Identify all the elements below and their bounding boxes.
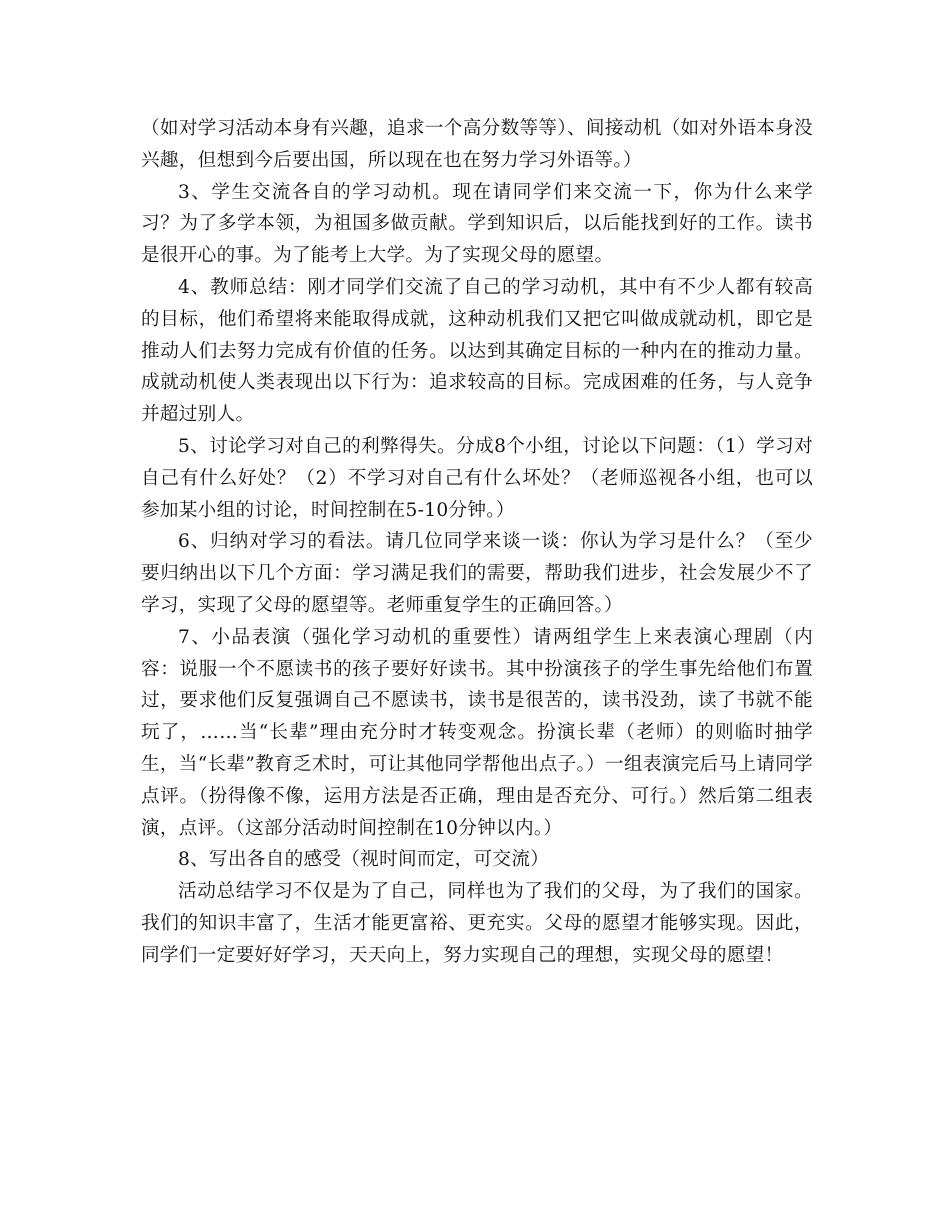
paragraph-step-6: 6、归纳对学习的看法。请几位同学来谈一谈：你认为学习是什么？（至少要归纳出以下几个方面：学习满足我们的需要，帮助我们进步，社会发展少不了学习，实现了父母的愿望等。老师重复学生的正确回答。） [141,531,813,616]
paragraph-step-5: 5、讨论学习对自己的利弊得失。分成8个小组，讨论以下问题：（1）学习对自己有什么好处？（2）不学习对自己有什么坏处？（老师巡视各小组，也可以参加某小组的讨论，时间控制在5-10分钟。） [141,435,813,521]
paragraph-step-7: 7、小品表演（强化学习动机的重要性）请两组学生上来表演心理剧（内容：说服一个不愿读书的孩子要好好读书。其中扮演孩子的学生事先给他们布置过，要求他们反复强调自己不愿读书，读书是很苦的，读书没劲，读了书就不能玩了，……当“长辈”理由充分时才转变观念。扮演长辈（老师）的则临时抽学生，当“长辈”教育乏术时，可让其他同学帮他出点子。）一组表演完后马上请同学点评。（扮得像不像，运用方法是否正确，理由是否充分、可行。）然后第二组表演，点评。（这部分活动时间控制在10分钟以内。） [141,626,813,839]
paragraph-step-3: 3、学生交流各自的学习动机。现在请同学们来交流一下，你为什么来学习？为了多学本领，为祖国多做贡献。学到知识后，以后能找到好的工作。读书是很开心的事。为了能考上大学。为了实现父母的愿望。 [141,181,813,267]
document-body [141,113,813,972]
paragraph-step-8: 8、写出各自的感受（视时间而定，可交流） [178,849,550,871]
paragraph-continuation: （如对学习活动本身有兴趣，追求一个高分数等等）、间接动机（如对外语本身没兴趣，但想到今后要出国，所以现在也在努力学习外语等。） [141,118,813,171]
paragraph-summary: 活动总结学习不仅是为了自己，同样也为了我们的父母，为了我们的国家。我们的知识丰富了，生活才能更富裕、更充实。父母的愿望才能够实现。因此，同学们一定要好好学习，天天向上，努力实现自己的理想，实现父母的愿望！ [141,881,813,966]
paragraph-step-4: 4、教师总结：刚才同学们交流了自己的学习动机，其中有不少人都有较高的目标，他们希望将来能取得成就，这种动机我们又把它叫做成就动机，即它是推动人们去努力完成有价值的任务。以达到其确定目标的一种内在的推动力量。成就动机使人类表现出以下行为：追求较高的目标。完成困难的任务，与人竞争并超过别人。 [141,276,813,426]
